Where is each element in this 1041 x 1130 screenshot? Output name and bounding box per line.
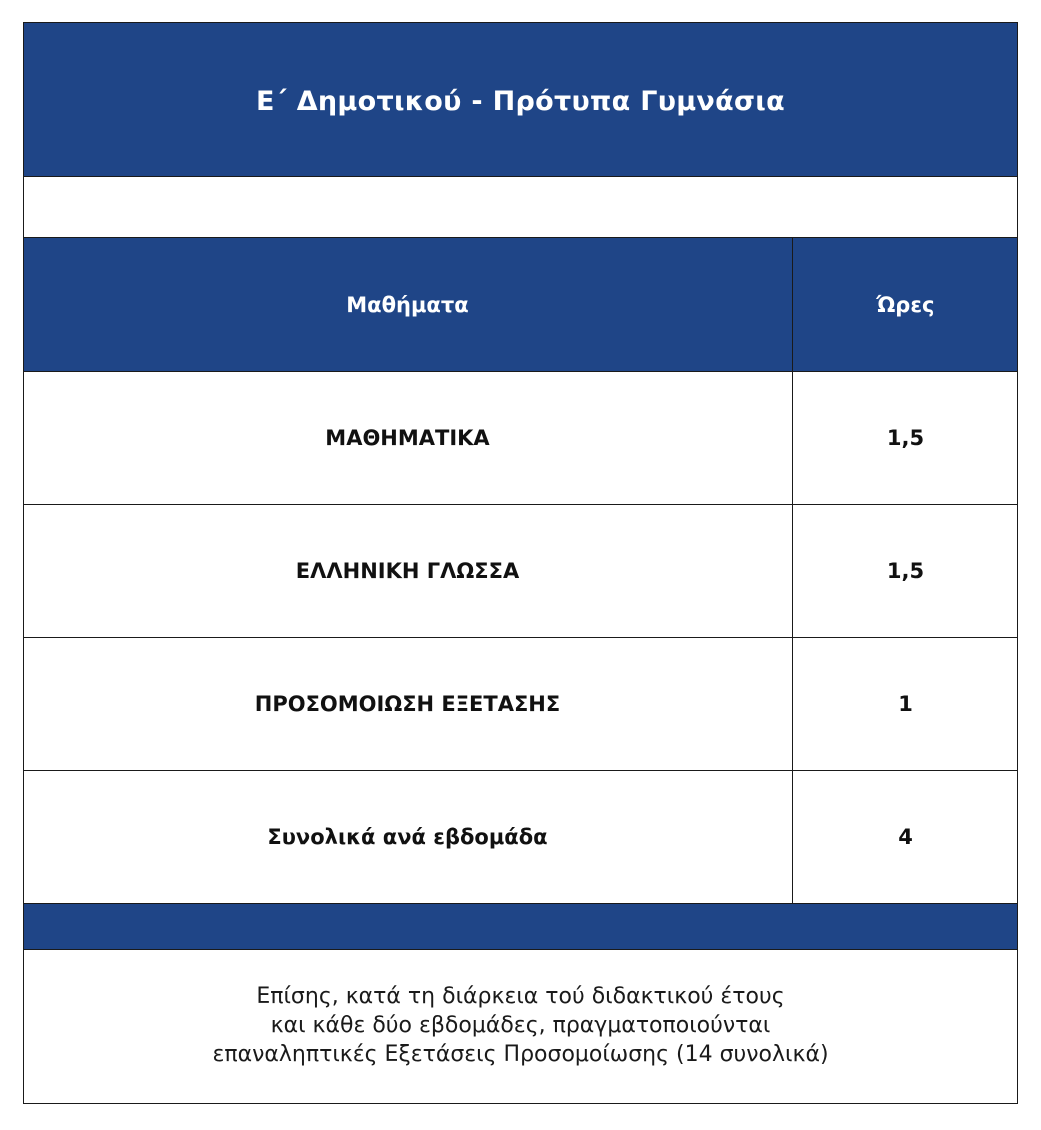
- title-banner: [23, 22, 1018, 177]
- table-row: [23, 505, 1018, 638]
- subject-label: ΕΛΛΗΝΙΚΗ ΓΛΩΣΣΑ: [295, 559, 520, 583]
- subject-cell: [23, 505, 793, 637]
- hours-value: 1,5: [886, 426, 925, 450]
- table-row: [23, 638, 1018, 771]
- subject-cell: [23, 638, 793, 770]
- note-row: [23, 950, 1018, 1104]
- spacer-row: [23, 177, 1018, 238]
- header-hours-cell: [793, 238, 1018, 371]
- note-line: Επίσης, κατά τη διάρκεια τού διδακτικού έτους: [256, 983, 785, 1009]
- header-hours-label: Ώρες: [876, 292, 935, 317]
- total-hours-value: 4: [898, 825, 913, 849]
- note-text: [212, 982, 828, 1069]
- note-line: επαναληπτικές Εξετάσεις Προσομοίωσης (14 συνολικά): [212, 1041, 829, 1067]
- subject-label: ΠΡΟΣΟΜΟΙΩΣΗ ΕΞΕΤΑΣΗΣ: [254, 692, 561, 716]
- subject-label: ΜΑΘΗΜΑΤΙΚΑ: [325, 426, 490, 450]
- header-subject-label: Μαθήματα: [346, 292, 469, 317]
- total-label-cell: [23, 771, 793, 903]
- table-row: [23, 372, 1018, 505]
- table-header-row: [23, 238, 1018, 372]
- total-hours-cell: [793, 771, 1018, 903]
- page-title: Ε΄ Δημοτικού - Πρότυπα Γυμνάσια: [256, 85, 785, 117]
- divider-band: [23, 904, 1018, 950]
- subject-cell: [23, 372, 793, 504]
- note-line: και κάθε δύο εβδομάδες, πραγματοποιούνται: [270, 1012, 771, 1038]
- hours-cell: [793, 505, 1018, 637]
- header-subject-cell: [23, 238, 793, 371]
- hours-cell: [793, 372, 1018, 504]
- hours-value: 1: [898, 692, 913, 716]
- schedule-table: [23, 22, 1018, 1067]
- total-row: [23, 771, 1018, 904]
- hours-cell: [793, 638, 1018, 770]
- total-label: Συνολικά ανά εβδομάδα: [267, 825, 548, 849]
- hours-value: 1,5: [886, 559, 925, 583]
